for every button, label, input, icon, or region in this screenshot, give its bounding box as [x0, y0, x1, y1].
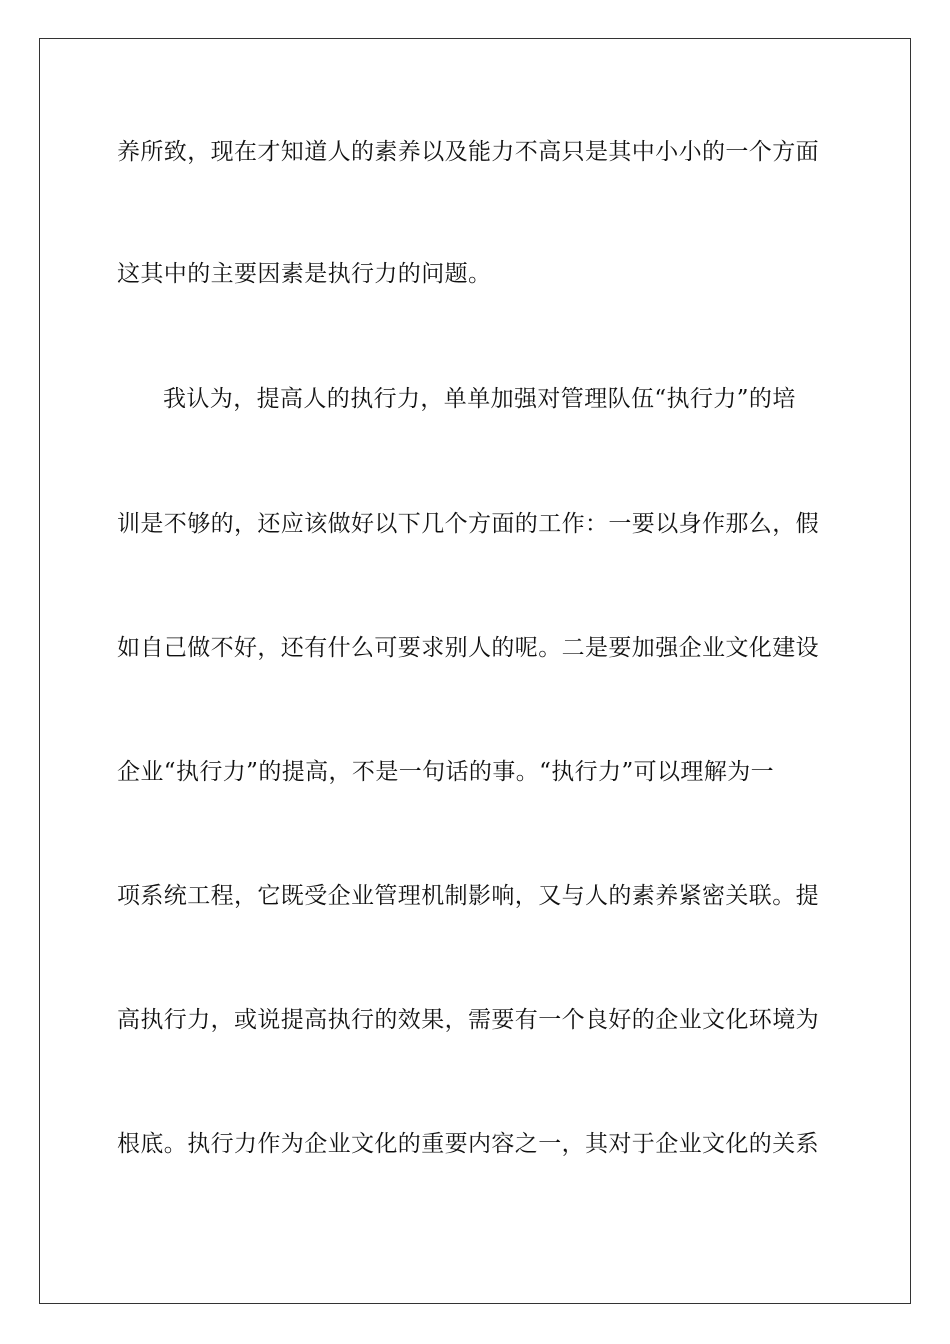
- text-line-2: 这其中的主要因素是执行力的问题。: [117, 261, 492, 287]
- text-line-7: 项系统工程，它既受企业管理机制影响，又与人的素养紧密关联。提: [117, 883, 819, 909]
- text-line-5: 如自己做不好，还有什么可要求别人的呢。二是要加强企业文化建设: [117, 635, 819, 661]
- text-line-3: 我认为，提高人的执行力，单单加强对管理队伍“执行力”的培: [163, 386, 796, 412]
- text-line-4: 训是不够的，还应该做好以下几个方面的工作：一要以身作那么，假: [117, 511, 819, 537]
- text-line-1: 养所致，现在才知道人的素养以及能力不高只是其中小小的一个方面: [117, 139, 819, 165]
- text-line-8: 高执行力，或说提高执行的效果，需要有一个良好的企业文化环境为: [117, 1007, 819, 1033]
- page-border: [39, 38, 911, 1304]
- text-line-9: 根底。执行力作为企业文化的重要内容之一，其对于企业文化的关系: [117, 1131, 819, 1157]
- text-line-6: 企业“执行力”的提高，不是一句话的事。“执行力”可以理解为一: [117, 759, 775, 785]
